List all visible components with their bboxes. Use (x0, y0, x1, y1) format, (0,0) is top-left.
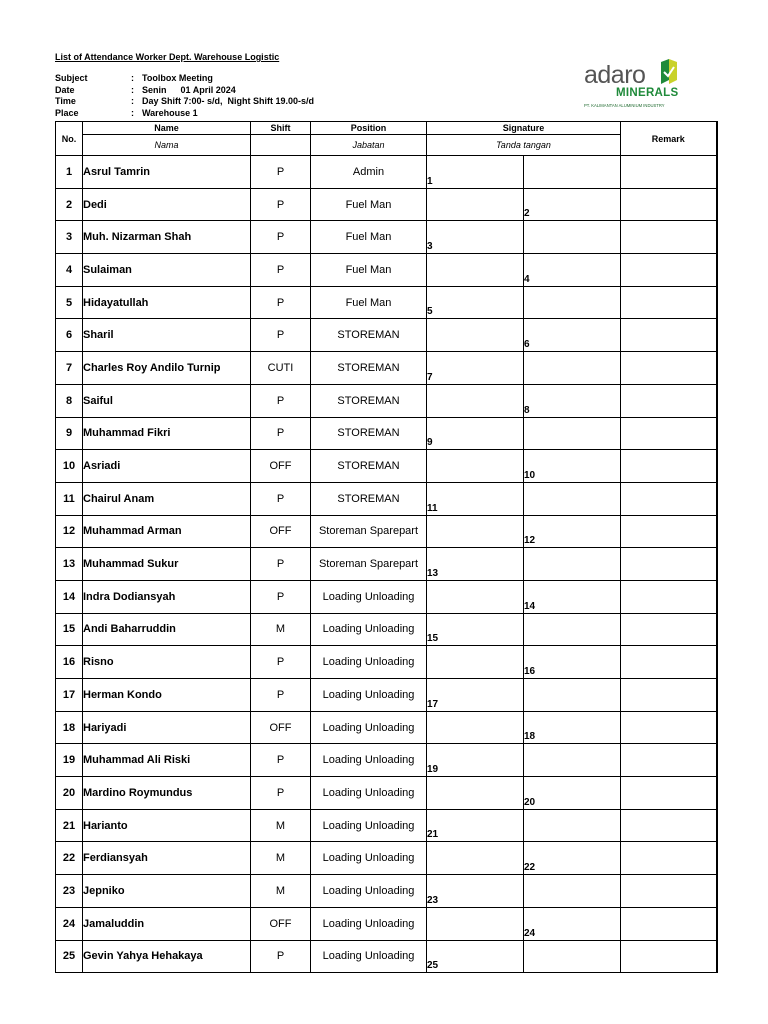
cell-position: Loading Unloading (311, 809, 427, 842)
cell-name: Sulaiman (83, 254, 251, 287)
cell-signature-left[interactable] (427, 515, 524, 548)
cell-name: Muhammad Sukur (83, 548, 251, 581)
cell-signature-right[interactable] (524, 548, 621, 581)
cell-remark[interactable] (621, 809, 717, 842)
table-row (56, 221, 717, 254)
meta-colon: : (131, 107, 134, 118)
cell-no: 2 (56, 188, 83, 221)
cell-remark[interactable] (621, 352, 717, 385)
cell-signature-left[interactable] (427, 744, 524, 777)
cell-shift: OFF (251, 450, 311, 483)
table-row (56, 254, 717, 287)
cell-no: 21 (56, 809, 83, 842)
cell-signature-right[interactable] (524, 580, 621, 613)
cell-no: 3 (56, 221, 83, 254)
cell-remark[interactable] (621, 548, 717, 581)
cell-position: Fuel Man (311, 254, 427, 287)
signature-number: 25 (427, 960, 439, 972)
cell-signature-left[interactable] (427, 254, 524, 287)
cell-position: STOREMAN (311, 482, 427, 515)
logo-mark-icon (657, 58, 679, 88)
cell-remark[interactable] (621, 711, 717, 744)
table-row (56, 907, 717, 940)
cell-name: Hidayatullah (83, 286, 251, 319)
cell-no: 23 (56, 875, 83, 908)
cell-signature-right[interactable] (524, 711, 621, 744)
cell-position: Loading Unloading (311, 842, 427, 875)
cell-no: 6 (56, 319, 83, 352)
cell-signature-right[interactable] (524, 809, 621, 842)
signature-number: 20 (524, 796, 536, 808)
cell-signature-left[interactable] (427, 613, 524, 646)
cell-name: Ferdiansyah (83, 842, 251, 875)
cell-name: Gevin Yahya Hehakaya (83, 940, 251, 973)
meta-value-day: Senin (142, 84, 167, 95)
cell-signature-left[interactable] (427, 842, 524, 875)
table-row (56, 188, 717, 221)
table-row (56, 744, 717, 777)
cell-signature-left[interactable] (427, 711, 524, 744)
cell-no: 18 (56, 711, 83, 744)
meta-label: Place (55, 107, 79, 118)
signature-number: 24 (524, 927, 536, 939)
cell-shift: P (251, 940, 311, 973)
cell-signature-left[interactable] (427, 384, 524, 417)
meta-value-date: 01 April 2024 (180, 84, 236, 95)
cell-name: Harianto (83, 809, 251, 842)
cell-remark[interactable] (621, 679, 717, 712)
cell-signature-left[interactable] (427, 646, 524, 679)
signature-number: 17 (427, 698, 439, 710)
cell-position: Loading Unloading (311, 907, 427, 940)
cell-signature-right[interactable] (524, 352, 621, 385)
cell-position: Loading Unloading (311, 744, 427, 777)
cell-signature-left[interactable] (427, 548, 524, 581)
header-row (56, 122, 717, 135)
cell-shift: P (251, 188, 311, 221)
cell-name: Saiful (83, 384, 251, 417)
table-row (56, 482, 717, 515)
meta-colon: : (131, 84, 134, 95)
table-row (56, 777, 717, 810)
signature-number: 23 (427, 894, 439, 906)
cell-name: Indra Dodiansyah (83, 580, 251, 613)
cell-signature-right[interactable] (524, 679, 621, 712)
cell-remark[interactable] (621, 646, 717, 679)
cell-shift: P (251, 580, 311, 613)
company-logo (584, 56, 684, 112)
cell-signature-right[interactable] (524, 450, 621, 483)
cell-shift: P (251, 679, 311, 712)
cell-name: Sharil (83, 319, 251, 352)
cell-signature-right[interactable] (524, 384, 621, 417)
cell-signature-left[interactable] (427, 777, 524, 810)
cell-shift: M (251, 875, 311, 908)
cell-remark[interactable] (621, 450, 717, 483)
cell-shift: P (251, 384, 311, 417)
cell-no: 7 (56, 352, 83, 385)
cell-no: 16 (56, 646, 83, 679)
signature-number: 13 (427, 567, 439, 579)
cell-name: Muhammad Fikri (83, 417, 251, 450)
cell-remark[interactable] (621, 744, 717, 777)
cell-signature-right[interactable] (524, 482, 621, 515)
cell-signature-right[interactable] (524, 744, 621, 777)
cell-name: Mardino Roymundus (83, 777, 251, 810)
cell-shift: P (251, 286, 311, 319)
cell-signature-right[interactable] (524, 188, 621, 221)
meta-colon: : (131, 96, 134, 106)
signature-number: 6 (524, 339, 530, 351)
signature-number: 12 (524, 535, 536, 547)
header-subrow (56, 135, 717, 156)
cell-no: 12 (56, 515, 83, 548)
cell-signature-left[interactable] (427, 679, 524, 712)
cell-signature-right[interactable] (524, 254, 621, 287)
cell-name: Jamaluddin (83, 907, 251, 940)
cell-signature-left[interactable] (427, 450, 524, 483)
cell-name: Herman Kondo (83, 679, 251, 712)
header-signature: Signature (427, 122, 621, 135)
cell-shift: OFF (251, 711, 311, 744)
cell-position: STOREMAN (311, 384, 427, 417)
cell-no: 19 (56, 744, 83, 777)
table-row (56, 286, 717, 319)
cell-no: 20 (56, 777, 83, 810)
cell-no: 9 (56, 417, 83, 450)
meta-value: Day Shift 7:00- s/d, Night Shift 19.00-s/d (142, 96, 315, 106)
cell-no: 13 (56, 548, 83, 581)
cell-position: STOREMAN (311, 319, 427, 352)
table-row (56, 515, 717, 548)
header-name: Name (83, 122, 251, 135)
cell-signature-right[interactable] (524, 515, 621, 548)
cell-remark[interactable] (621, 842, 717, 875)
cell-name: Asrul Tamrin (83, 156, 251, 189)
document-title: List of Attendance Worker Dept. Warehouse Logistic (55, 52, 280, 62)
cell-signature-left[interactable] (427, 221, 524, 254)
table-row (56, 842, 717, 875)
cell-shift: M (251, 842, 311, 875)
cell-shift: M (251, 809, 311, 842)
cell-position: Loading Unloading (311, 679, 427, 712)
cell-remark[interactable] (621, 384, 717, 417)
cell-no: 11 (56, 482, 83, 515)
cell-shift: OFF (251, 907, 311, 940)
cell-remark[interactable] (621, 482, 717, 515)
header-name-sub: Nama (83, 135, 251, 156)
logo-minerals: MINERALS (616, 87, 679, 99)
cell-position: Loading Unloading (311, 777, 427, 810)
signature-number: 15 (427, 633, 439, 645)
meta-row-place (55, 108, 314, 120)
cell-signature-right[interactable] (524, 286, 621, 319)
cell-shift: P (251, 482, 311, 515)
meta-label: Subject (55, 73, 88, 83)
cell-signature-right[interactable] (524, 646, 621, 679)
cell-name: Charles Roy Andilo Turnip (83, 352, 251, 385)
cell-no: 22 (56, 842, 83, 875)
signature-number: 16 (524, 666, 536, 677)
signature-number: 11 (427, 502, 438, 514)
cell-no: 4 (56, 254, 83, 287)
cell-position: Fuel Man (311, 188, 427, 221)
cell-position: Loading Unloading (311, 613, 427, 646)
cell-shift: P (251, 646, 311, 679)
header-shift-sub (251, 135, 311, 156)
signature-number: 8 (524, 404, 530, 416)
cell-signature-right[interactable] (524, 319, 621, 352)
cell-position: STOREMAN (311, 352, 427, 385)
signature-number: 10 (524, 469, 536, 481)
header-position: Position (311, 122, 427, 135)
signature-number: 3 (427, 241, 433, 253)
header-shift: Shift (251, 122, 311, 135)
cell-signature-right[interactable] (524, 417, 621, 450)
cell-signature-left[interactable] (427, 940, 524, 973)
cell-shift: P (251, 156, 311, 189)
signature-number: 7 (427, 371, 433, 383)
meta-value: Toolbox Meeting (142, 73, 213, 83)
table-row (56, 156, 717, 189)
cell-shift: M (251, 613, 311, 646)
cell-name: Muhammad Arman (83, 515, 251, 548)
cell-position: STOREMAN (311, 450, 427, 483)
table-row (56, 875, 717, 908)
cell-shift: OFF (251, 515, 311, 548)
cell-remark[interactable] (621, 417, 717, 450)
cell-no: 1 (56, 156, 83, 189)
cell-position: Storeman Sparepart (311, 515, 427, 548)
cell-shift: CUTI (251, 352, 311, 385)
cell-no: 5 (56, 286, 83, 319)
logo-subtitle: PT. KALIMANTAN ALUMINIUM INDUSTRY (584, 103, 665, 108)
cell-shift: P (251, 254, 311, 287)
cell-signature-left[interactable] (427, 875, 524, 908)
signature-number: 22 (524, 862, 536, 874)
cell-signature-right[interactable] (524, 777, 621, 810)
table-row (56, 417, 717, 450)
meta-label: Time (55, 96, 76, 106)
cell-name: Dedi (83, 188, 251, 221)
logo-wordmark: adaro (584, 61, 646, 89)
cell-signature-left[interactable] (427, 809, 524, 842)
cell-remark[interactable] (621, 515, 717, 548)
meta-row-time (55, 96, 314, 108)
cell-position: Admin (311, 156, 427, 189)
cell-position: Fuel Man (311, 221, 427, 254)
cell-name: Hariyadi (83, 711, 251, 744)
table-row (56, 809, 717, 842)
cell-name: Chairul Anam (83, 482, 251, 515)
cell-shift: P (251, 319, 311, 352)
cell-signature-right[interactable] (524, 842, 621, 875)
cell-position: Loading Unloading (311, 711, 427, 744)
cell-signature-right[interactable] (524, 907, 621, 940)
meta-label: Date (55, 84, 75, 95)
cell-remark[interactable] (621, 156, 717, 189)
table-row (56, 646, 717, 679)
cell-signature-left[interactable] (427, 286, 524, 319)
header-remark: Remark (621, 122, 717, 156)
meta-value: Warehouse 1 (142, 107, 198, 118)
signature-number: 4 (524, 273, 530, 285)
meta-row-subject (55, 73, 314, 85)
header-signature-sub: Tanda tangan (427, 135, 621, 156)
table-row (56, 384, 717, 417)
attendance-table (55, 121, 718, 973)
cell-signature-right[interactable] (524, 940, 621, 973)
signature-number: 5 (427, 306, 433, 318)
cell-remark[interactable] (621, 286, 717, 319)
cell-position: Loading Unloading (311, 875, 427, 908)
cell-signature-left[interactable] (427, 156, 524, 189)
cell-name: Jepniko (83, 875, 251, 908)
cell-no: 14 (56, 580, 83, 613)
header-no: No. (56, 122, 83, 156)
table-row (56, 613, 717, 646)
cell-position: Storeman Sparepart (311, 548, 427, 581)
meta-colon: : (131, 73, 134, 83)
cell-signature-right[interactable] (524, 875, 621, 908)
cell-signature-left[interactable] (427, 352, 524, 385)
cell-remark[interactable] (621, 777, 717, 810)
signature-number: 2 (524, 208, 530, 220)
cell-remark[interactable] (621, 940, 717, 973)
cell-no: 17 (56, 679, 83, 712)
table-row (56, 679, 717, 712)
cell-no: 10 (56, 450, 83, 483)
cell-no: 24 (56, 907, 83, 940)
header-position-sub: Jabatan (311, 135, 427, 156)
cell-position: Loading Unloading (311, 940, 427, 973)
table-row (56, 548, 717, 581)
cell-signature-left[interactable] (427, 188, 524, 221)
table-row (56, 319, 717, 352)
cell-remark[interactable] (621, 188, 717, 221)
cell-signature-right[interactable] (524, 613, 621, 646)
signature-number: 9 (427, 437, 433, 449)
signature-number: 21 (427, 829, 439, 841)
signature-number: 18 (524, 731, 536, 743)
table-row (56, 450, 717, 483)
cell-position: Loading Unloading (311, 646, 427, 679)
cell-name: Muh. Nizarman Shah (83, 221, 251, 254)
cell-signature-left[interactable] (427, 319, 524, 352)
cell-shift: P (251, 417, 311, 450)
cell-position: Fuel Man (311, 286, 427, 319)
cell-remark[interactable] (621, 221, 717, 254)
cell-shift: P (251, 548, 311, 581)
cell-signature-left[interactable] (427, 580, 524, 613)
signature-number: 1 (427, 175, 433, 187)
cell-remark[interactable] (621, 907, 717, 940)
signature-number: 19 (427, 764, 439, 776)
cell-no: 8 (56, 384, 83, 417)
cell-position: Loading Unloading (311, 580, 427, 613)
cell-name: Andi Baharruddin (83, 613, 251, 646)
cell-name: Risno (83, 646, 251, 679)
cell-remark[interactable] (621, 613, 717, 646)
cell-remark[interactable] (621, 319, 717, 352)
cell-shift: P (251, 777, 311, 810)
meta-row-date (55, 85, 314, 97)
cell-shift: P (251, 744, 311, 777)
cell-remark[interactable] (621, 580, 717, 613)
cell-signature-right[interactable] (524, 221, 621, 254)
cell-signature-left[interactable] (427, 907, 524, 940)
table-row (56, 711, 717, 744)
cell-shift: P (251, 221, 311, 254)
cell-signature-left[interactable] (427, 417, 524, 450)
table-row (56, 940, 717, 973)
cell-name: Asriadi (83, 450, 251, 483)
cell-no: 25 (56, 940, 83, 973)
cell-remark[interactable] (621, 875, 717, 908)
table-row (56, 580, 717, 613)
cell-position: STOREMAN (311, 417, 427, 450)
cell-no: 15 (56, 613, 83, 646)
signature-number: 14 (524, 600, 536, 612)
meta-block (55, 73, 314, 119)
table-row (56, 352, 717, 385)
cell-remark[interactable] (621, 254, 717, 287)
cell-name: Muhammad Ali Riski (83, 744, 251, 777)
cell-signature-right[interactable] (524, 156, 621, 189)
cell-signature-left[interactable] (427, 482, 524, 515)
